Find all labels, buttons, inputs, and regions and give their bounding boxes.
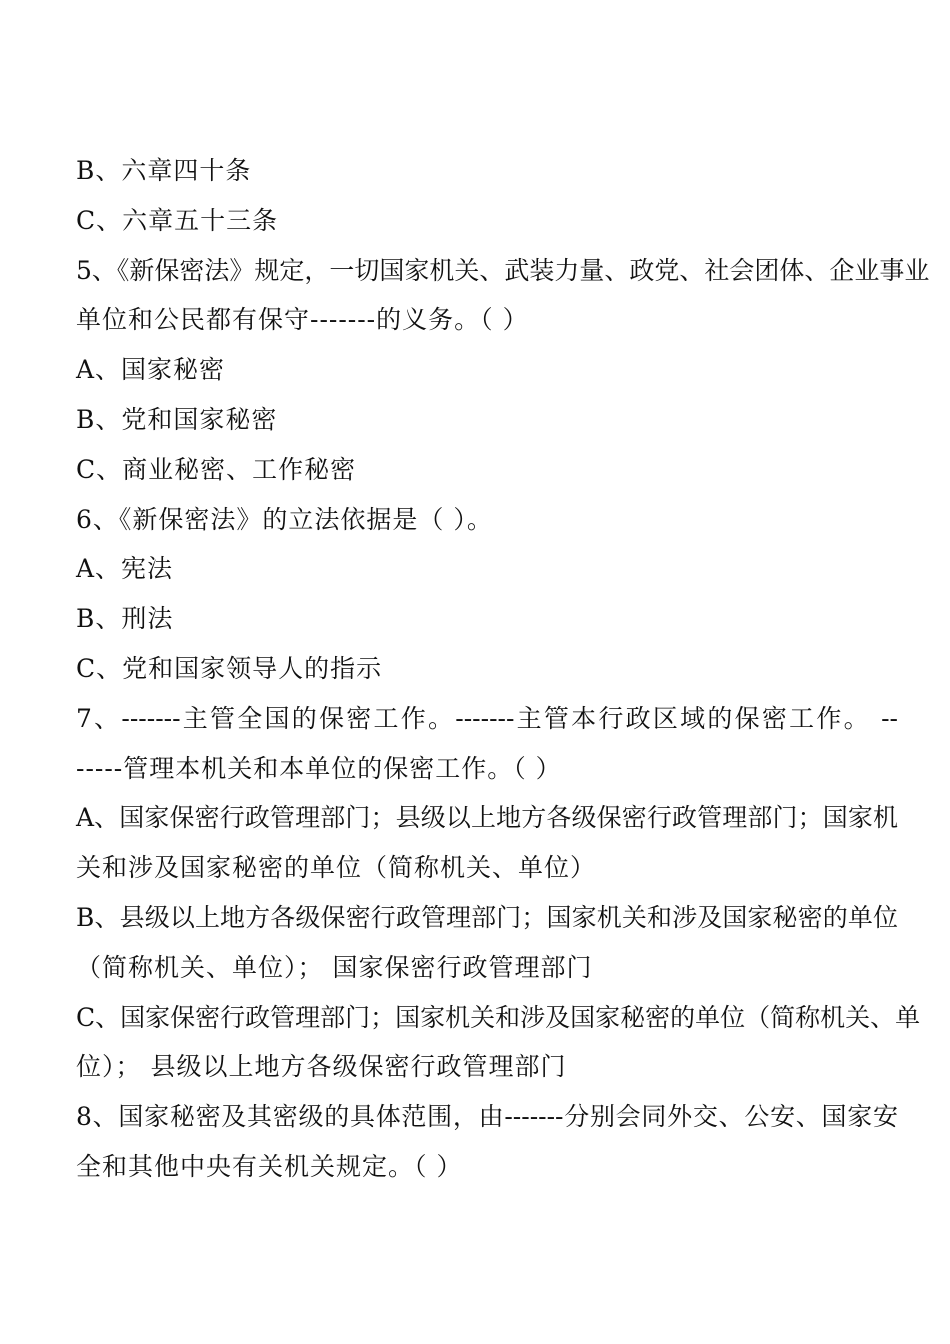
question-7-option-b-line-2: （简称机关、单位）； 国家保密行政管理部门 <box>76 952 593 982</box>
question-7-option-a-line-2: 关和涉及国家秘密的单位（简称机关、单位） <box>76 853 597 883</box>
question-7-option-b-line-1: B、县级以上地方各级保密行政管理部门；国家机关和涉及国家秘密的单位 <box>76 902 898 932</box>
question-8-line-2: 全和其他中央有关机关规定。（ ） <box>76 1151 463 1181</box>
question-7-option-c-line-1: C、国家保密行政管理部门；国家机关和涉及国家秘密的单位（简称机关、单 <box>76 1002 921 1032</box>
question-6-option-c: C、党和国家领导人的指示 <box>76 653 383 683</box>
option-5b-prev: B、六章四十条 <box>76 156 252 185</box>
question-6: 6、《新保密法》的立法依据是（ ）。 <box>76 504 493 534</box>
question-7-option-a-line-1: A、国家保密行政管理部门；县级以上地方各级保密行政管理部门；国家机 <box>76 803 898 833</box>
question-6-option-a: A、宪法 <box>76 554 174 584</box>
question-5-line-1: 5、《新保密法》规定，一切国家机关、武装力量、政党、社会团体、企业事业 <box>76 255 930 285</box>
question-6-option-b: B、刑法 <box>76 604 174 634</box>
document-body <box>76 146 930 1192</box>
question-8-line-1: 8、国家秘密及其密级的具体范围，由-------分别会同外交、公安、国家安 <box>76 1102 898 1132</box>
question-5-option-b: B、党和国家秘密 <box>76 404 278 434</box>
option-5c-prev: C、六章五十三条 <box>76 205 279 235</box>
question-5-option-a: A、国家秘密 <box>76 355 226 385</box>
question-5-line-2: 单位和公民都有保守-------的义务。（ ） <box>76 305 529 335</box>
question-7-option-c-line-2: 位）； 县级以上地方各级保密行政管理部门 <box>76 1052 567 1082</box>
question-5-option-c: C、商业秘密、工作秘密 <box>76 454 357 484</box>
question-7-line-1: 7、-------主管全国的保密工作。-------主管本行政区域的保密工作。 -- <box>76 703 898 733</box>
question-7-line-2: -----管理本机关和本单位的保密工作。（ ） <box>76 753 562 783</box>
